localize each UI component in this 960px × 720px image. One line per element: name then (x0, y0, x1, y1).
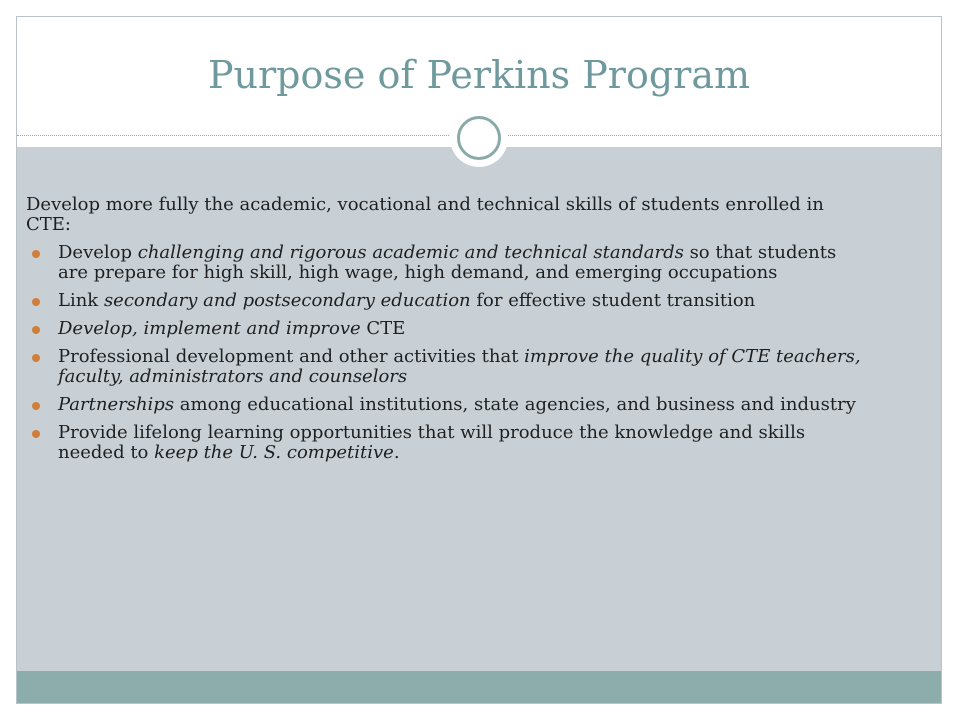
bullet-list (26, 243, 866, 463)
bullet-item (26, 395, 866, 415)
bullet-emphasis-text: Partnerships (58, 394, 175, 415)
bullet-item (26, 347, 866, 387)
bullet-dot-icon (32, 430, 40, 438)
bullet-dot-icon (32, 326, 40, 334)
bullet-plain-text: for effective student transition (470, 290, 756, 311)
bullet-item (26, 319, 866, 339)
bullet-plain-text: Provide lifelong learning opportunities that will produce the knowledge and skills needed to (58, 422, 806, 463)
bullet-item (26, 243, 866, 283)
intro-text: Develop more fully the academic, vocational and technical skills of students enrolled in CTE: (26, 194, 824, 235)
bullet-text (58, 290, 755, 311)
bullet-dot-icon (32, 298, 40, 306)
bullet-text (58, 422, 805, 463)
bullet-plain-text: Develop (58, 242, 138, 263)
bullet-emphasis-text: secondary and postsecondary education (103, 290, 471, 311)
bullet-plain-text: Professional development and other activities that (58, 346, 525, 367)
bullet-item (26, 423, 866, 463)
bullet-text (58, 242, 836, 283)
circle-ring-icon (450, 109, 508, 167)
bullet-emphasis-text: challenging and rigorous academic and technical standards (137, 242, 684, 263)
bullet-item (26, 291, 866, 311)
bullet-text (58, 394, 856, 415)
bullet-plain-text: among educational institutions, state agencies, and business and industry (174, 394, 856, 415)
bullet-emphasis-text: improve the quality of CTE teachers, faculty, administrators and counselors (58, 346, 861, 387)
bullet-plain-text: Link (58, 290, 104, 311)
footer-band (17, 671, 941, 704)
bullet-dot-icon (32, 354, 40, 362)
bullet-text (58, 346, 861, 387)
bullet-emphasis-text: keep the U. S. competitive (154, 442, 394, 463)
bullet-emphasis-text: Develop, implement and improve (58, 318, 361, 339)
bullet-plain-text: so that students are prepare for high skill, high wage, high demand, and emerging occupations (58, 242, 837, 283)
circle-ring-inner (457, 116, 501, 160)
bullet-plain-text: CTE (360, 318, 406, 339)
bullet-plain-text: . (393, 442, 400, 463)
bullet-dot-icon (32, 250, 40, 258)
slide-title: Purpose of Perkins Program (207, 53, 751, 97)
bullet-dot-icon (32, 402, 40, 410)
bullet-text (58, 318, 405, 339)
slide-content (26, 195, 866, 471)
